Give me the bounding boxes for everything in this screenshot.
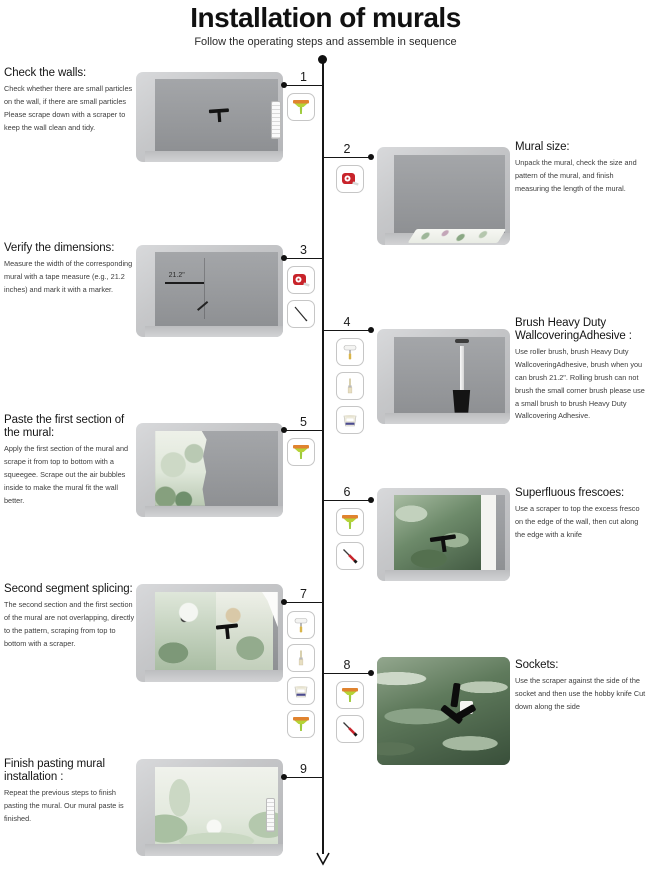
room-floor <box>145 326 283 337</box>
step-3-image <box>136 245 283 337</box>
step-9-number: 9 <box>300 762 307 776</box>
mural-section <box>394 495 481 569</box>
step-2-image <box>377 147 510 245</box>
squeegee-mark-icon <box>214 623 240 641</box>
arrow-down-icon <box>315 852 331 866</box>
room-wall <box>377 657 510 765</box>
adhesive-bucket-icon <box>336 406 364 434</box>
room-wall <box>394 337 505 413</box>
room-wall <box>155 431 278 506</box>
connector-dot <box>281 82 287 88</box>
step-9-heading: Finish pasting mural installation : <box>4 758 105 784</box>
tape-measure-icon <box>287 266 315 294</box>
room-floor <box>145 151 283 162</box>
mural-excess-strip <box>481 495 497 569</box>
step-6-connector <box>323 485 371 501</box>
step-6-heading: Superfluous frescoes: <box>515 487 625 499</box>
step-5-body: Apply the first section of the mural and scrape it from top to bottom with a squeegee. Scrape out the air bubbles inside to make the mural fit the wall better. <box>4 444 129 505</box>
step-3-heading: Verify the dimensions: <box>4 242 115 254</box>
step-7-connector <box>284 587 323 603</box>
timeline-line <box>322 59 324 854</box>
timeline-start-dot <box>318 55 327 64</box>
step-8-body: Use the scraper against the side of the socket and then use the hobby knife Cut down along the side <box>515 676 646 711</box>
connector-dot <box>281 255 287 261</box>
step-3-body: Measure the width of the corresponding mural with a tape measure (e.g., 21.2 inches) and mark it with a marker. <box>4 259 133 294</box>
step-2-connector <box>323 142 371 158</box>
mural-first-section <box>155 431 207 506</box>
connector-dot <box>281 774 287 780</box>
flat-brush-icon <box>336 372 364 400</box>
step-4-body: Use roller brush, brush Heavy Duty WallcoveringAdhesive, brush when you can brush 21.2". Rolling brush can not brush the small corner brush please use a small brush to brush Heavy Duty Wallcovering Adhesive. <box>515 347 645 421</box>
radiator <box>266 798 275 833</box>
step-2-number: 2 <box>343 142 351 156</box>
dimension-label: 21.2" <box>168 272 185 280</box>
step-2-text <box>515 141 647 196</box>
squeegee-icon <box>287 438 315 466</box>
roller-brush-icon <box>287 611 315 639</box>
step-7-heading: Second segment splicing: <box>4 583 133 595</box>
step-8-heading: Sockets: <box>515 659 559 671</box>
step-9-body: Repeat the previous steps to finish pasting the mural. Our mural paste is finished. <box>4 788 124 823</box>
marker-stroke <box>197 301 208 311</box>
step-4-heading: Brush Heavy Duty WallcoveringAdhesive : <box>515 317 632 343</box>
step-7-body: The second section and the first section of the mural are not overlapping, directly to the pattern, scraping from top to bottom with a scraper. <box>4 600 135 648</box>
step-8-text <box>515 659 648 714</box>
step-4-text <box>515 317 648 423</box>
connector-dot <box>368 327 374 333</box>
page-subtitle: Follow the operating steps and assemble in sequence <box>194 36 457 48</box>
step-1-connector <box>284 70 323 86</box>
step-5-connector <box>284 415 323 431</box>
room-wall <box>155 592 278 670</box>
squeegee-icon <box>287 93 315 121</box>
connector-dot <box>281 599 287 605</box>
mural-finished <box>155 767 278 845</box>
connector-dot <box>368 670 374 676</box>
connector-dot <box>368 497 374 503</box>
marker-icon <box>287 300 315 328</box>
room-floor <box>145 670 283 682</box>
squeegee-icon <box>336 681 364 709</box>
adhesive-bucket <box>452 390 471 413</box>
radiator <box>271 101 280 139</box>
step-8-connector <box>323 658 371 674</box>
step-8-image <box>377 657 510 765</box>
step-6-number: 6 <box>343 485 351 499</box>
room-wall <box>155 767 278 845</box>
step-1-heading: Check the walls: <box>4 67 87 79</box>
guide-line <box>204 258 205 318</box>
step-7-number: 7 <box>300 587 307 601</box>
step-4-number: 4 <box>343 315 351 329</box>
step-1-number: 1 <box>300 70 307 84</box>
roller-brush-icon <box>336 338 364 366</box>
knife-icon <box>336 715 364 743</box>
dimension-line <box>165 282 204 284</box>
rolled-mural <box>407 229 506 243</box>
step-7-image <box>136 584 283 682</box>
connector-dot <box>368 154 374 160</box>
squeegee-icon <box>287 710 315 738</box>
step-4-connector <box>323 315 371 331</box>
tape-measure-icon <box>336 165 364 193</box>
mural-section-one <box>155 592 216 670</box>
step-2-body: Unpack the mural, check the size and pattern of the mural, and finish measuring the length of the mural. <box>515 158 637 193</box>
adhesive-bucket-icon <box>287 677 315 705</box>
squeegee-mark-icon <box>428 534 458 554</box>
room-floor <box>385 570 510 581</box>
roller-head <box>455 339 468 343</box>
page-title: Installation of murals <box>190 2 461 33</box>
step-9-image <box>136 759 283 856</box>
connector-dot <box>281 427 287 433</box>
step-1-body: Check whether there are small particles on the wall, if there are small particles Please scrape down with a scraper to keep the wall clean and tidy. <box>4 84 133 132</box>
squeegee-mark-icon <box>207 108 231 124</box>
room-floor <box>385 413 510 424</box>
room-wall <box>155 252 278 326</box>
step-5-heading: Paste the first section of the mural: <box>4 414 125 440</box>
step-3-number: 3 <box>300 243 307 257</box>
step-8-number: 8 <box>343 658 351 672</box>
room-wall <box>394 495 505 569</box>
roller-pole <box>460 346 463 392</box>
step-4-image <box>377 329 510 424</box>
flat-brush-icon <box>287 644 315 672</box>
step-6-image <box>377 488 510 581</box>
room-wall <box>394 155 505 233</box>
step-3-text <box>4 242 134 297</box>
step-5-image <box>136 423 283 517</box>
step-7-text <box>4 583 136 650</box>
room-wall <box>155 79 278 151</box>
step-3-connector <box>284 243 323 259</box>
room-floor <box>145 844 283 856</box>
step-1-image <box>136 72 283 162</box>
squeegee-icon <box>336 508 364 536</box>
step-6-body: Use a scraper to top the excess fresco on the edge of the wall, then cut along the edge with a knife <box>515 504 640 539</box>
step-9-connector <box>284 762 323 778</box>
step-5-text <box>4 414 136 507</box>
knife-icon <box>336 542 364 570</box>
step-5-number: 5 <box>300 415 307 429</box>
step-9-text <box>4 758 136 826</box>
room-floor <box>145 506 283 517</box>
header <box>0 2 651 48</box>
step-6-text <box>515 487 647 542</box>
socket-mark-icon <box>430 681 480 737</box>
step-2-heading: Mural size: <box>515 141 570 153</box>
step-1-text <box>4 67 134 134</box>
